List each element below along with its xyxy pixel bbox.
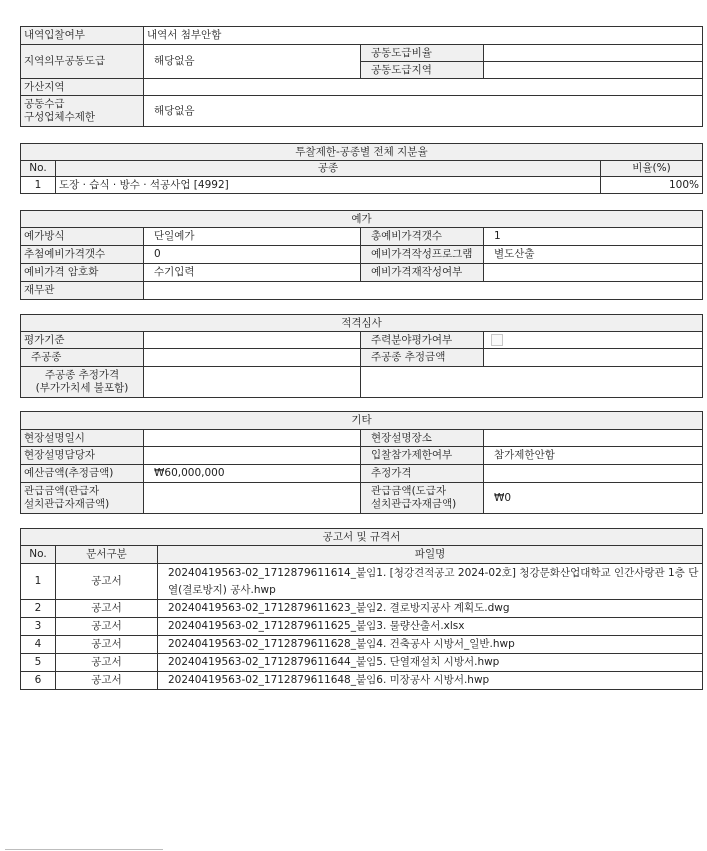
estimate-title: 예가 xyxy=(21,211,703,228)
site-person-label: 현장설명담당자 xyxy=(21,447,144,465)
doc-row-type: 공고서 xyxy=(56,618,158,636)
doc-row-type: 공고서 xyxy=(56,672,158,690)
doc-row-type: 공고서 xyxy=(56,654,158,672)
doc-row-no: 6 xyxy=(21,672,56,690)
participation-value: 참가제한안함 xyxy=(484,447,703,465)
gov-material2-label-line2: 설치관급자재금액) xyxy=(371,498,457,510)
doc-file-link[interactable]: 20240419563-02_1712879611625_붙임3. 물량산출서.xlsx xyxy=(158,618,703,636)
regional-joint-value: 해당없음 xyxy=(144,45,361,79)
estimated-price-label: 추정가격 xyxy=(361,465,484,483)
page-bottom-divider xyxy=(5,849,163,850)
main-type-label: 주공종 xyxy=(21,349,144,367)
gov-material-label xyxy=(21,483,144,514)
budget-value: ₩60,000,000 xyxy=(144,465,361,483)
documents-header-doc-type: 문서구분 xyxy=(56,546,158,564)
doc-row-no: 3 xyxy=(21,618,56,636)
regional-joint-label: 지역의무공동도급 xyxy=(21,45,144,79)
qualification-table xyxy=(20,314,703,398)
criteria-label: 평가기준 xyxy=(21,332,144,349)
share-header-work-type: 공종 xyxy=(56,161,601,177)
joint-region-label: 공동도급지역 xyxy=(361,62,484,79)
gov-material2-label-line1: 관급금액(도급자 xyxy=(371,485,447,497)
program-label: 예비가격작성프로그램 xyxy=(361,246,484,264)
etc-table xyxy=(20,411,703,514)
doc-row-no: 4 xyxy=(21,636,56,654)
qualification-title: 적격심사 xyxy=(21,315,703,332)
doc-file-link[interactable]: 20240419563-02_1712879611623_붙임2. 결로방지공사 계획도.dwg xyxy=(158,600,703,618)
doc-row-no: 5 xyxy=(21,654,56,672)
doc-row-type: 공고서 xyxy=(56,636,158,654)
doc-file-link[interactable]: 20240419563-02_1712879611628_붙임4. 건축공사 시방서_일반.hwp xyxy=(158,636,703,654)
criteria-value xyxy=(144,332,361,349)
table-row xyxy=(21,636,703,654)
gov-material-label-line1: 관급금액(관급자 xyxy=(24,485,100,497)
estimate-method-label: 예가방식 xyxy=(21,228,144,246)
main-price-value xyxy=(144,367,361,398)
gov-material2-value: ₩0 xyxy=(484,483,703,514)
estimate-table xyxy=(20,210,703,300)
joint-limit-label xyxy=(21,96,144,127)
main-type-value xyxy=(144,349,361,367)
share-table-title: 투찰제한-공종별 전체 지분율 xyxy=(21,144,703,161)
share-row-ratio: 100% xyxy=(601,177,703,194)
detail-bid-label: 내역입찰여부 xyxy=(21,27,144,45)
joint-ratio-label: 공동도급비율 xyxy=(361,45,484,62)
program-value: 별도산출 xyxy=(484,246,703,264)
table-row xyxy=(21,672,703,690)
documents-header-no: No. xyxy=(21,546,56,564)
doc-row-no: 1 xyxy=(21,564,56,600)
participation-label: 입찰참가제한여부 xyxy=(361,447,484,465)
gov-material2-label xyxy=(361,483,484,514)
estimate-method-value: 단일예가 xyxy=(144,228,361,246)
share-row-no: 1 xyxy=(21,177,56,194)
rewrite-value xyxy=(484,264,703,282)
rewrite-label: 예비가격재작성여부 xyxy=(361,264,484,282)
main-price-label xyxy=(21,367,144,398)
main-field-label: 주력분야평가여부 xyxy=(361,332,484,349)
doc-file-link[interactable]: 20240419563-02_1712879611644_붙임5. 단열재설치 시방서.hwp xyxy=(158,654,703,672)
doc-row-type: 공고서 xyxy=(56,600,158,618)
encrypt-label: 예비가격 암호화 xyxy=(21,264,144,282)
main-field-value xyxy=(484,332,703,349)
doc-file-link[interactable]: 20240419563-02_1712879611614_붙임1. [청강견적공고 2024-02호] 청강문화산업대학교 인간사랑관 1층 단열(결로방지) 공사.hwp xyxy=(158,564,703,600)
bid-info-table xyxy=(20,26,703,127)
main-field-checkbox[interactable] xyxy=(491,334,503,346)
draw-count-label: 추첨예비가격갯수 xyxy=(21,246,144,264)
share-header-ratio: 비율(%) xyxy=(601,161,703,177)
site-place-value xyxy=(484,430,703,447)
doc-row-no: 2 xyxy=(21,600,56,618)
gov-material-value xyxy=(144,483,361,514)
bonus-region-label: 가산지역 xyxy=(21,79,144,96)
encrypt-value: 수기입력 xyxy=(144,264,361,282)
table-row xyxy=(21,654,703,672)
share-header-no: No. xyxy=(21,161,56,177)
joint-limit-value: 해당없음 xyxy=(144,96,703,127)
main-amount-label: 주공종 추정금액 xyxy=(361,349,484,367)
budget-label: 예산금액(추정금액) xyxy=(21,465,144,483)
bonus-region-value xyxy=(144,79,703,96)
main-price-label-line1: 주공종 추정가격 xyxy=(44,369,120,381)
draw-count-value: 0 xyxy=(144,246,361,264)
treasurer-label: 재무관 xyxy=(21,282,144,300)
detail-bid-value: 내역서 첨부안함 xyxy=(144,27,703,45)
main-price-empty xyxy=(361,367,703,398)
table-row xyxy=(21,564,703,600)
table-row xyxy=(21,177,703,194)
estimated-price-value xyxy=(484,465,703,483)
doc-file-link[interactable]: 20240419563-02_1712879611648_붙임6. 미장공사 시방서.hwp xyxy=(158,672,703,690)
site-time-value xyxy=(144,430,361,447)
site-place-label: 현장설명장소 xyxy=(361,430,484,447)
table-row xyxy=(21,600,703,618)
etc-title: 기타 xyxy=(21,412,703,430)
doc-row-type: 공고서 xyxy=(56,564,158,600)
documents-table xyxy=(20,528,703,690)
treasurer-value xyxy=(144,282,703,300)
joint-ratio-value xyxy=(484,45,703,62)
joint-limit-label-line1: 공동수급 xyxy=(24,98,65,110)
site-person-value xyxy=(144,447,361,465)
site-time-label: 현장설명일시 xyxy=(21,430,144,447)
table-row xyxy=(21,618,703,636)
documents-header-file-name: 파일명 xyxy=(158,546,703,564)
share-row-work-type: 도장 · 습식 · 방수 · 석공사업 [4992] xyxy=(56,177,601,194)
joint-limit-label-line2: 구성업체수제한 xyxy=(24,111,96,123)
documents-title: 공고서 및 규격서 xyxy=(21,529,703,546)
main-price-label-line2: (부가가치세 불포함) xyxy=(35,382,129,394)
joint-region-value xyxy=(484,62,703,79)
share-ratio-table xyxy=(20,143,703,194)
total-count-label: 총예비가격갯수 xyxy=(361,228,484,246)
main-amount-value xyxy=(484,349,703,367)
gov-material-label-line2: 설치관급자재금액) xyxy=(24,498,110,510)
total-count-value: 1 xyxy=(484,228,703,246)
